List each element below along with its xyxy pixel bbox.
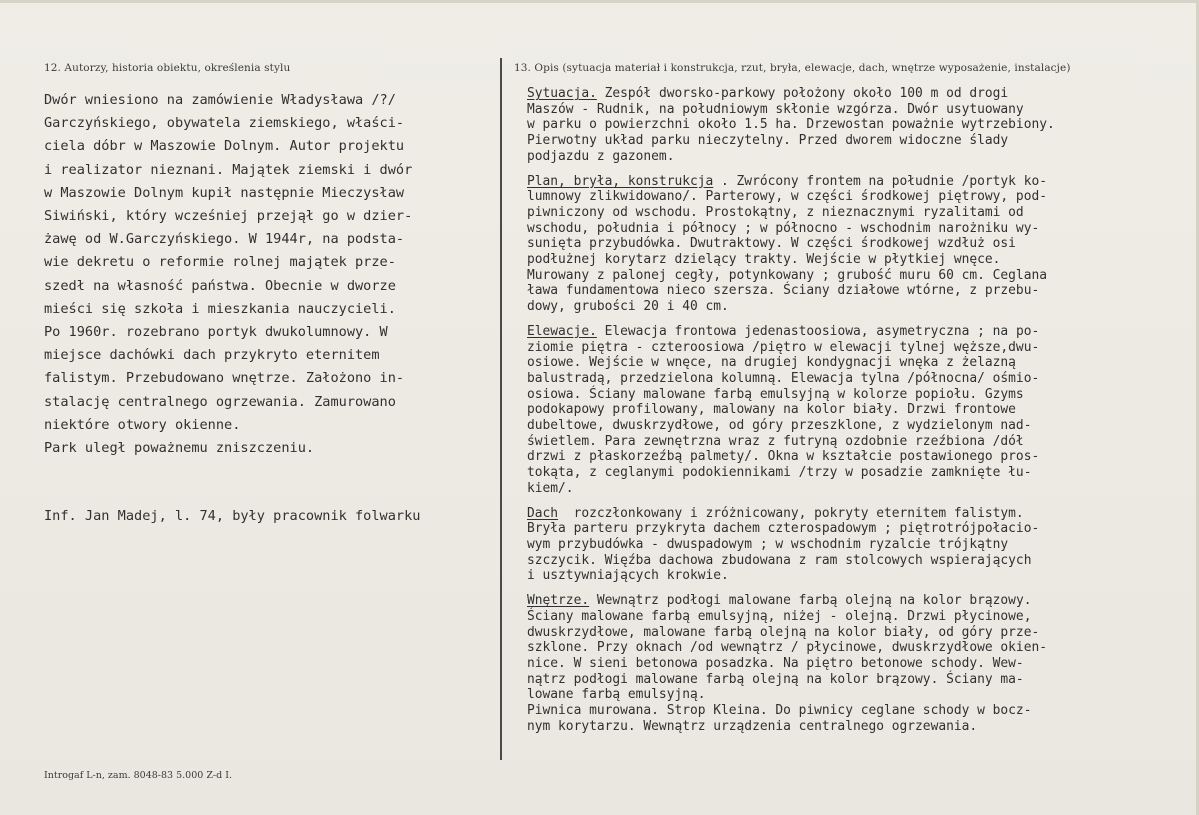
- line-text: świetlem. Para zewnętrzna wraz z futryną ozdobnie rzeźbiona /dół: [527, 433, 1024, 449]
- history-line: i realizator nieznani. Majątek ziemski i dwór: [44, 161, 413, 178]
- description-line: [527, 537, 1195, 553]
- description-line: [527, 102, 1195, 118]
- line-text: Maszów - Rudnik, na południowym skłonie wzgórza. Dwór usytuowany: [527, 101, 1024, 117]
- description-line: [527, 133, 1195, 149]
- history-line: Po 1960r. rozebrano portyk dwukolumnowy. W: [44, 324, 388, 341]
- description-line: [527, 236, 1195, 252]
- line-text: dubeltowe, dwuskrzydłowe, od góry przeszklone, z wydzielonym nad-: [527, 418, 1032, 434]
- description-section: [527, 593, 1195, 734]
- section-gap: [527, 315, 1195, 324]
- line-text: podokapowy profilowany, malowany na kolor biały. Drzwi frontowe: [527, 402, 1016, 418]
- line-text: szklone. Przy oknach /od wewnątrz / płycinowe, dwuskrzydłowe okien-: [527, 640, 1047, 656]
- description-line: [527, 609, 1195, 625]
- description-line: [527, 283, 1195, 299]
- line-text: sunięta przybudówka. Dwutraktowy. W części środkowej wzdłuż osi: [527, 236, 1016, 252]
- description-line: [527, 221, 1195, 237]
- history-line: w Maszowie Dolnym kupił następnie Mieczysław: [44, 184, 405, 201]
- history-line: szedł na własność państwa. Obecnie w dworze: [44, 277, 396, 294]
- description-line: [527, 593, 1195, 609]
- description-line: [527, 640, 1195, 656]
- line-text: dwuskrzydłowe, malowane farbą olejną na kolor biały, od góry prze-: [527, 624, 1040, 640]
- line-text: ziomie piętra - czteroosiowa /piętro w elewacji tylnej węższe,dwu-: [527, 339, 1040, 355]
- history-line: stalację centralnego ogrzewania. Zamurowano: [44, 393, 396, 410]
- line-text: osiowe. Wejście w wnęce, na drugiej kondygnacji wnęka z żelazną: [527, 355, 1016, 371]
- description-line: [527, 402, 1195, 418]
- description-line: [527, 86, 1195, 102]
- description-line: [527, 553, 1195, 569]
- description-line: [527, 703, 1195, 719]
- description-line: [527, 117, 1195, 133]
- line-text: tokąta, z ceglanymi podokiennikami /trzy w posadzie zamknięte łu-: [527, 465, 1032, 481]
- description-line: [527, 687, 1195, 703]
- line-text: drzwi z płaskorzeźbą palmety/. Okna w kształcie postawionego pros-: [527, 449, 1040, 465]
- description-line: [527, 434, 1195, 450]
- description-line: [527, 205, 1195, 221]
- informant-note: Inf. Jan Madej, l. 74, były pracownik folwarku: [44, 508, 421, 524]
- history-line: Garczyńskiego, obywatela ziemskiego, właści-: [44, 115, 405, 132]
- line-text: Pierwotny układ parku nieczytelny. Przed dworem widoczne ślady: [527, 133, 1009, 149]
- section-gap: [527, 584, 1195, 593]
- history-line: ciela dóbr w Maszowie Dolnym. Autor projektu: [44, 138, 405, 155]
- history-line: Siwiński, który wcześniej przejął go w dzier-: [44, 208, 413, 225]
- heading-authors-history: 12. Autorzy, historia obiektu, określenia stylu: [44, 62, 291, 74]
- description-line: [527, 506, 1195, 522]
- line-text: ława fundamentowa nieco szersza. Ściany działowe wtórne, z przebu-: [527, 283, 1040, 299]
- section-title: Elewacje.: [527, 323, 597, 339]
- history-text: [44, 89, 496, 460]
- section-title: Dach: [527, 505, 559, 521]
- history-line: Dwór wniesiono na zamówienie Władysława /?/: [44, 92, 396, 108]
- description-line: [527, 481, 1195, 497]
- description-line: [527, 174, 1195, 190]
- line-text: w parku o powierzchni około 1.5 ha. Drzewostan poważnie wytrzebiony.: [527, 117, 1055, 133]
- description-line: [527, 299, 1195, 315]
- line-text: Wewnątrz podłogi malowane farbą olejną na kolor brązowy.: [589, 593, 1032, 609]
- description-section: [527, 506, 1195, 585]
- section-title: Sytuacja.: [527, 86, 597, 101]
- column-divider: [500, 58, 502, 760]
- description-line: [527, 252, 1195, 268]
- line-text: rozczłonkowany i zróżnicowany, pokryty eternitem falistym.: [558, 505, 1024, 521]
- section-gap: [527, 165, 1195, 174]
- description-line: [527, 355, 1195, 371]
- line-text: Bryła parteru przykryta dachem czterospadowym ; piętrotrójpołacio-: [527, 521, 1040, 537]
- line-text: lowane farbą emulsyjną.: [527, 687, 706, 703]
- description-section: [527, 324, 1195, 497]
- line-text: Ściany malowane farbą emulsyjną, niżej - olejną. Drzwi płycinowe,: [527, 608, 1032, 624]
- section-title: Wnętrze.: [527, 593, 590, 609]
- line-text: Zespół dworsko-parkowy położony około 100 m od drogi: [596, 86, 1009, 101]
- description-line: [527, 568, 1195, 584]
- history-line: falistym. Przebudowano wnętrze. Założono in-: [44, 370, 405, 387]
- line-text: podłużnej korytarz dzielący trakty. Wejście w płytkiej wnęce.: [527, 252, 1001, 268]
- history-line: wie dekretu o reformie rolnej majątek prze-: [44, 254, 396, 271]
- description-line: [527, 521, 1195, 537]
- line-text: balustradą, przedzielona kolumną. Elewacja tylna /północna/ ośmio-: [527, 370, 1040, 386]
- description-line: [527, 625, 1195, 641]
- line-text: wym przybudówka - dwuspadowym ; w wschodnim ryzalcie trójkątny: [527, 536, 1009, 552]
- line-text: lumnowy zlikwidowano/. Parterowy, w części środkowej piętrowy, pod-: [527, 189, 1047, 205]
- paper-edge-top: [0, 0, 1199, 3]
- line-text: Piwnica murowana. Strop Kleina. Do piwnicy ceglane schody w bocz-: [527, 703, 1032, 719]
- line-text: piwniczony od wschodu. Prostokątny, z nieznacznymi ryzalitami od: [527, 204, 1024, 220]
- line-text: nątrz podłogi malowane farbą olejną na kolor brązowy. Ściany ma-: [527, 671, 1024, 687]
- description-line: [527, 268, 1195, 284]
- description-line: [527, 387, 1195, 403]
- description-line: [527, 371, 1195, 387]
- line-text: nym korytarzu. Wewnątrz urządzenia centralnego ogrzewania.: [527, 718, 978, 734]
- section-gap: [527, 497, 1195, 506]
- line-text: wschodu, południa i północy ; w północno - wschodnim narożniku wy-: [527, 220, 1040, 236]
- history-line: Park uległ poważnemu zniszczeniu.: [44, 440, 315, 457]
- history-line: niektóre otwory okienne.: [44, 416, 241, 433]
- description-text: [527, 86, 1195, 734]
- description-line: [527, 449, 1195, 465]
- description-line: [527, 656, 1195, 672]
- description-line: [527, 340, 1195, 356]
- history-line: miejsce dachówki dach przykryto eternitem: [44, 347, 380, 364]
- line-text: szczycik. Więźba dachowa zbudowana z ram stolcowych wspierających: [527, 552, 1032, 568]
- line-text: podjazdu z gazonem.: [527, 148, 675, 164]
- line-text: Elewacja frontowa jedenastoosiowa, asymetryczna ; na po-: [596, 323, 1040, 339]
- description-line: [527, 189, 1195, 205]
- description-section: [527, 174, 1195, 315]
- line-text: . Zwrócony frontem na południe /portyk ko-: [713, 173, 1047, 189]
- description-line: [527, 719, 1195, 735]
- section-title: Plan, bryła, konstrukcja: [527, 173, 714, 189]
- description-line: [527, 324, 1195, 340]
- line-text: dowy, grubości 20 i 40 cm.: [527, 299, 729, 315]
- history-line: żawę od W.Garczyńskiego. W 1944r, na podsta-: [44, 231, 405, 248]
- history-line: mieści się szkoła i mieszkania nauczycieli.: [44, 300, 396, 317]
- printer-footer: Introgaf L-n, zam. 8048-83 5.000 Z-d I.: [44, 770, 233, 781]
- description-line: [527, 418, 1195, 434]
- line-text: Murowany z palonej cegły, potynkowany ; grubość muru 60 cm. Ceglana: [527, 267, 1047, 283]
- line-text: osiowa. Ściany malowane farbą emulsyjną w kolorze popiołu. Gzyms: [527, 386, 1024, 402]
- line-text: i usztywniających krokwie.: [527, 568, 729, 584]
- line-text: kiem/.: [527, 480, 574, 496]
- heading-description: 13. Opis (sytuacja materiał i konstrukcja, rzut, bryła, elewacje, dach, wnętrze wyposażenie, instalacje): [514, 62, 1071, 74]
- description-line: [527, 149, 1195, 165]
- description-line: [527, 465, 1195, 481]
- description-section: [527, 86, 1195, 165]
- description-line: [527, 672, 1195, 688]
- line-text: nice. W sieni betonowa posadzka. Na piętro betonowe schody. Wew-: [527, 655, 1024, 671]
